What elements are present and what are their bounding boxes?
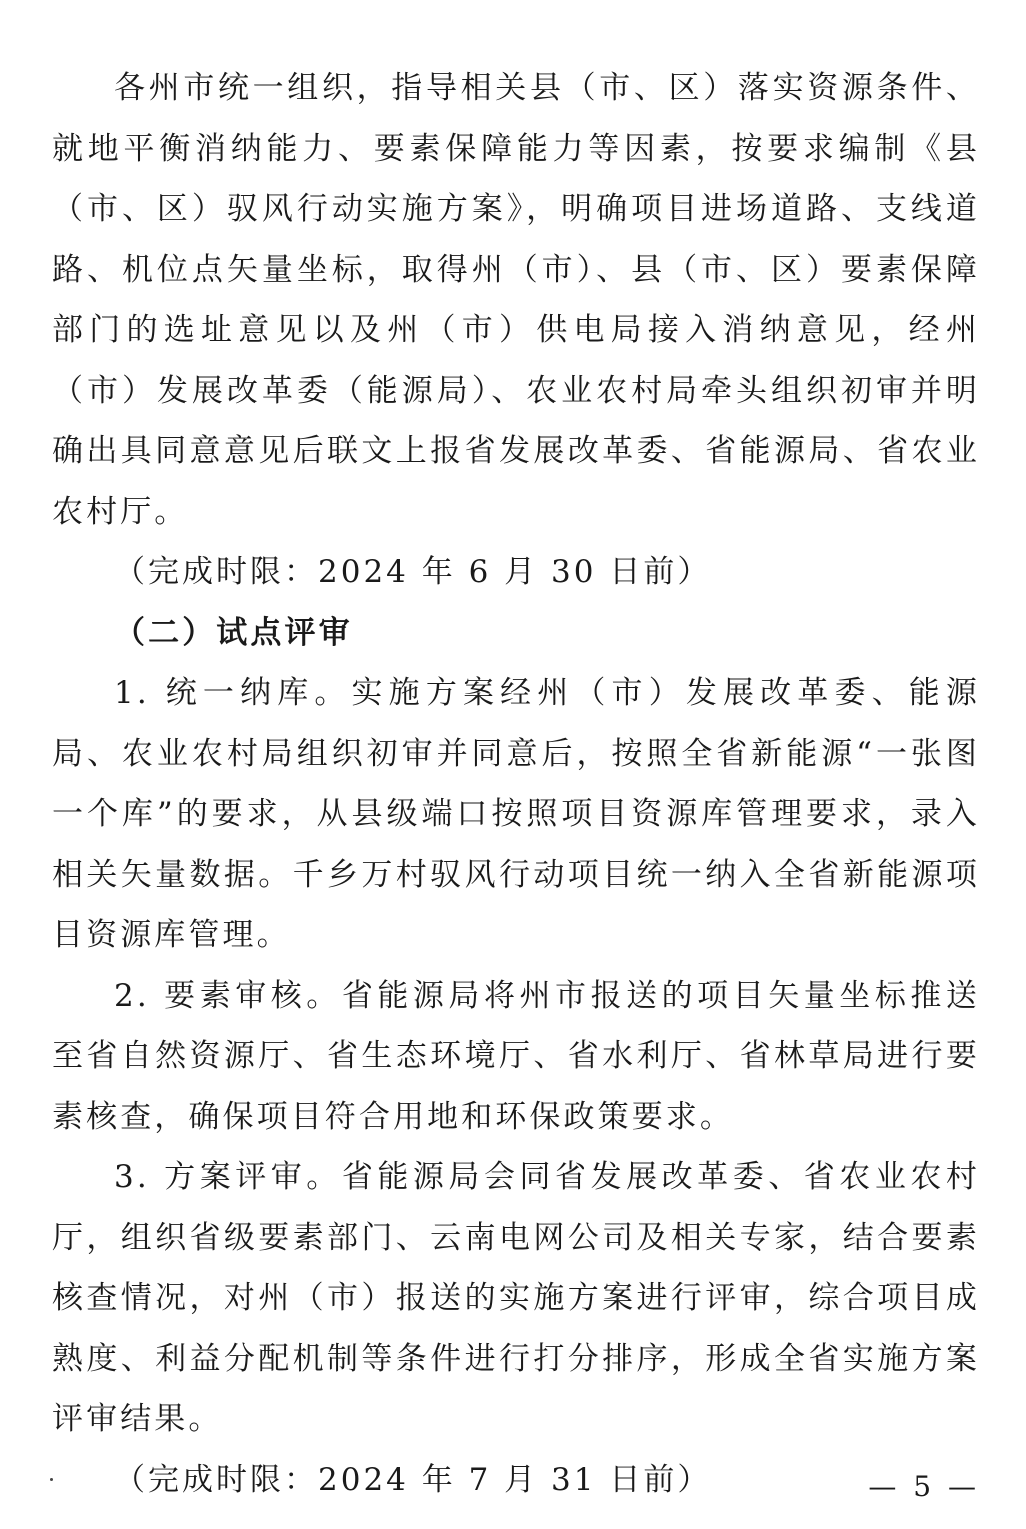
page-number: — 5 — [868,1470,980,1503]
item-unified-library: 1. 统一纳库。实施方案经州（市）发展改革委、能源局、农业农村局组织初审并同意后，按照全省新能源“一张图一个库”的要求，从县级端口按照项目资源库管理要求，录入相关矢量数据。千乡万村驭风行动项目统一纳入全省新能源项目资源库管理。 [52,675,980,953]
deadline-july: （完成时限：2024 年 7 月 31 日前） [114,1461,712,1498]
item-plan-review: 3. 方案评审。省能源局会同省发展改革委、省农业农村厅，组织省级要素部门、云南电网公司及相关专家，结合要素核查情况，对州（市）报送的实施方案进行评审，综合项目成熟度、利益分配机制等条件进行打分排序，形成全省实施方案评审结果。 [52,1159,980,1437]
item-element-review: 2. 要素审核。省能源局将州市报送的项目矢量坐标推送至省自然资源厅、省生态环境厅、省水利厅、省林草局进行要素核查，确保项目符合用地和环保政策要求。 [52,977,980,1135]
section-heading-pilot-review: （二）试点评审 [114,614,353,651]
document-body [52,58,980,1510]
margin-dot [50,1478,53,1481]
paragraph-implementation-plan: 各州市统一组织，指导相关县（市、区）落实资源条件、就地平衡消纳能力、要素保障能力等因素，按要求编制《县（市、区）驭风行动实施方案》，明确项目进场道路、支线道路、机位点矢量坐标，取得州（市）、县（市、区）要素保障部门的选址意见以及州（市）供电局接入消纳意见，经州（市）发展改革委（能源局）、农业农村局牵头组织初审并明确出具同意意见后联文上报省发展改革委、省能源局、省农业农村厅。 [52,70,980,530]
deadline-june: （完成时限：2024 年 6 月 30 日前） [114,554,712,590]
